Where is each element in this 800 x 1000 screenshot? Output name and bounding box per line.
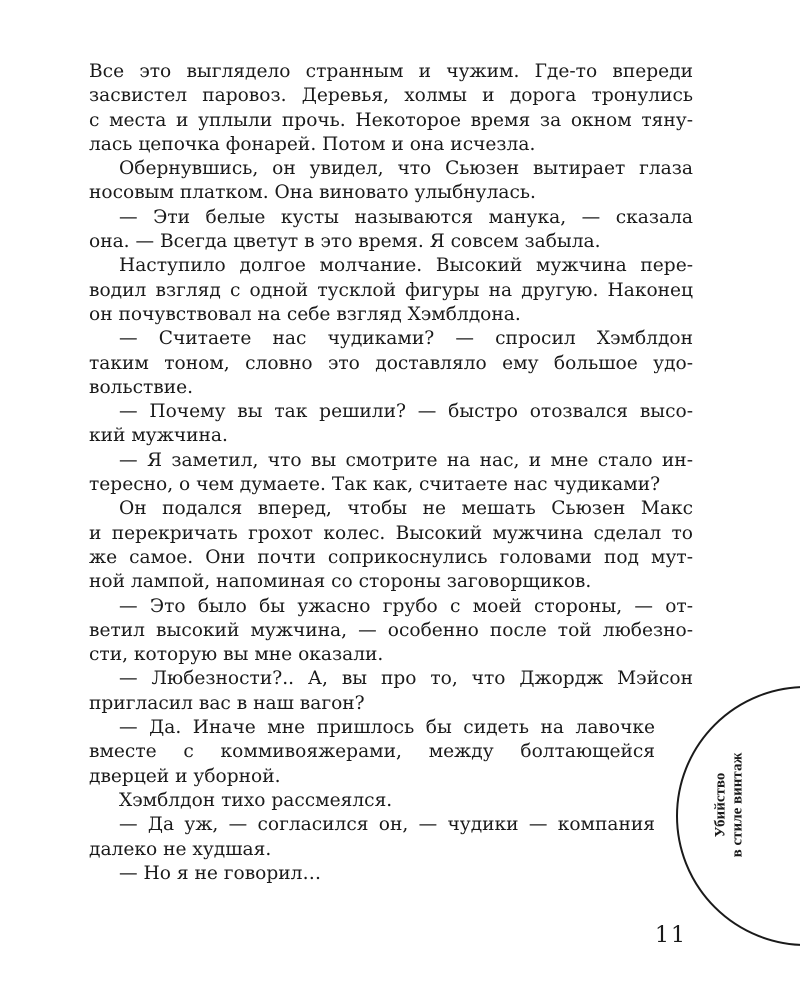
text-line: Хэмблдон тихо рассмеялся. — [119, 789, 393, 811]
paragraph — [89, 60, 693, 157]
paragraph — [89, 789, 655, 813]
text-line: он почувствовал на себе взгляд Хэмблдона. — [89, 303, 521, 325]
book-title-line-1: Убийство — [712, 772, 728, 838]
text-line: водил взгляд с одной тусклой фигуры на другую. Наконец — [89, 279, 693, 301]
text-line: — Я заметил, что вы смотрите на нас, и мне стало ин- — [119, 449, 693, 471]
paragraph — [89, 254, 693, 327]
text-line: засвистел паровоз. Деревья, холмы и дорога тронулись — [89, 85, 693, 107]
text-line: вольствие. — [89, 376, 194, 398]
text-line: — Да уж, — согласился он, — чудики — компания — [119, 814, 655, 836]
paragraph — [89, 206, 693, 255]
text-line: — Это было бы ужасно грубо с моей стороны, — от- — [119, 595, 693, 617]
text-line: ветил высокий мужчина, — особенно после той любезно- — [89, 619, 693, 641]
paragraph — [89, 497, 693, 594]
text-line: — Эти белые кусты называются манука, — сказала — [119, 206, 693, 228]
text-line: пригласил вас в наш вагон? — [89, 692, 365, 714]
text-line: носовым платком. Она виновато улыбнулась. — [89, 182, 536, 204]
page-number: 11 — [655, 923, 687, 948]
text-line: дверцей и уборной. — [89, 765, 281, 787]
text-line: — Любезности?.. А, вы про то, что Джордж Мэйсон — [119, 668, 693, 690]
text-line: с места и уплыли прочь. Некоторое время за окном тяну- — [89, 109, 693, 131]
text-line: — Почему вы так решили? — быстро отозвался высо- — [119, 401, 693, 423]
text-line: вместе с коммивояжерами, между болтающейся — [89, 741, 655, 763]
paragraph — [89, 667, 693, 716]
book-title-line-2: в стиле винтаж — [729, 752, 745, 858]
paragraph — [89, 449, 693, 498]
text-line: же самое. Они почти соприкоснулись головами под мут- — [89, 546, 693, 568]
paragraph — [89, 813, 655, 862]
text-line: она. — Всегда цветут в это время. Я совсем забыла. — [89, 231, 601, 253]
paragraph — [89, 327, 693, 400]
paragraph — [89, 862, 655, 886]
paragraph — [89, 157, 693, 206]
text-line: — Считаете нас чудиками? — спросил Хэмблдон — [119, 328, 693, 350]
paragraph — [89, 716, 655, 789]
text-line: Обернувшись, он увидел, что Сьюзен вытирает глаза — [119, 158, 693, 180]
text-line: лась цепочка фонарей. Потом и она исчезла. — [89, 133, 536, 155]
chapter-tab-label — [704, 705, 754, 905]
text-line: далеко не худшая. — [89, 838, 272, 860]
text-line: и перекричать грохот колес. Высокий мужчина сделал то — [89, 522, 693, 544]
paragraph — [89, 595, 693, 668]
text-line: Наступило долгое молчание. Высокий мужчина пере- — [119, 255, 693, 277]
text-line: тересно, о чем думаете. Так как, считаете нас чудиками? — [89, 474, 661, 496]
text-line: кий мужчина. — [89, 425, 228, 447]
body-text — [89, 60, 693, 716]
paragraph — [89, 400, 693, 449]
text-line: — Но я не говорил… — [119, 862, 322, 884]
text-line: таким тоном, словно это доставляло ему большое удо- — [89, 352, 693, 374]
text-line: Он подался вперед, чтобы не мешать Сьюзен Макс — [119, 498, 693, 520]
text-line: ной лампой, напоминая со стороны заговорщиков. — [89, 571, 592, 593]
body-text-continued — [89, 716, 655, 886]
text-line: сти, которую вы мне оказали. — [89, 644, 384, 666]
text-line: Все это выглядело странным и чужим. Где-то впереди — [89, 61, 693, 82]
text-line: — Да. Иначе мне пришлось бы сидеть на лавочке — [119, 717, 655, 739]
